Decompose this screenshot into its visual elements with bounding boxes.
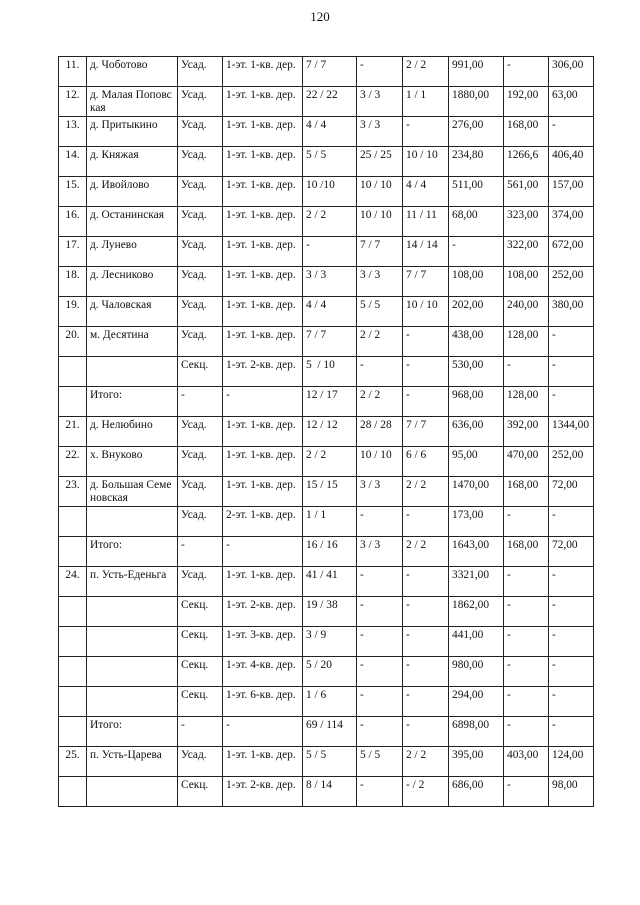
houses-apartments-cell: 7 / 7 [303, 57, 357, 87]
houses-apartments-cell: 12 / 17 [303, 387, 357, 417]
row-number-cell [59, 777, 87, 807]
building-description-cell: 1-эт. 1-кв. дер. [223, 177, 303, 207]
col-8-cell: 403,00 [504, 747, 549, 777]
col-5-cell: - [357, 627, 403, 657]
settlement-name-cell: п. Усть-Еденьга [87, 567, 178, 597]
col-6-cell: - [403, 657, 449, 687]
settlement-name-cell: д. Лесниково [87, 267, 178, 297]
row-number-cell: 14. [59, 147, 87, 177]
col-6-cell: 2 / 2 [403, 537, 449, 567]
housing-type-cell: Усад. [178, 57, 223, 87]
col-6-cell: 7 / 7 [403, 267, 449, 297]
housing-type-cell: Секц. [178, 687, 223, 717]
col-8-cell: 108,00 [504, 267, 549, 297]
housing-type-cell: Усад. [178, 567, 223, 597]
total-area-cell: 276,00 [449, 117, 504, 147]
settlement-name-cell: х. Внуково [87, 447, 178, 477]
housing-type-cell: Усад. [178, 477, 223, 507]
col-6-cell: - [403, 627, 449, 657]
total-area-cell: 511,00 [449, 177, 504, 207]
total-area-cell: 636,00 [449, 417, 504, 447]
table-row [59, 747, 594, 777]
settlement-name-cell: д. Ивойлово [87, 177, 178, 207]
row-number-cell [59, 507, 87, 537]
page-number: 120 [310, 9, 330, 24]
houses-apartments-cell: 3 / 9 [303, 627, 357, 657]
col-5-cell: - [357, 507, 403, 537]
col-5-cell: - [357, 597, 403, 627]
building-description-cell: 1-эт. 1-кв. дер. [223, 297, 303, 327]
settlement-name-cell [87, 687, 178, 717]
col-8-cell: 323,00 [504, 207, 549, 237]
col-9-cell: - [549, 717, 594, 747]
settlement-name-cell: д. Большая Семеновская [87, 477, 178, 507]
col-6-cell: 7 / 7 [403, 417, 449, 447]
col-8-cell: 1266,6 [504, 147, 549, 177]
table-row [59, 327, 594, 357]
houses-apartments-cell: 4 / 4 [303, 117, 357, 147]
houses-apartments-cell: 5 / 20 [303, 657, 357, 687]
col-5-cell: - [357, 687, 403, 717]
col-9-cell: 380,00 [549, 297, 594, 327]
housing-type-cell: Усад. [178, 147, 223, 177]
col-5-cell: 25 / 25 [357, 147, 403, 177]
col-5-cell: - [357, 357, 403, 387]
housing-type-cell: Усад. [178, 87, 223, 117]
row-number-cell: 11. [59, 57, 87, 87]
table-body [59, 57, 594, 807]
table-row [59, 57, 594, 87]
col-6-cell: - [403, 507, 449, 537]
settlement-name-cell: д. Малая Поповская [87, 87, 178, 117]
col-9-cell: - [549, 627, 594, 657]
total-area-cell: 441,00 [449, 627, 504, 657]
houses-apartments-cell: 19 / 38 [303, 597, 357, 627]
table-row [59, 627, 594, 657]
col-6-cell: 6 / 6 [403, 447, 449, 477]
col-8-cell: 128,00 [504, 387, 549, 417]
houses-apartments-cell: 5 / 5 [303, 747, 357, 777]
settlement-name-cell: д. Лунево [87, 237, 178, 267]
total-area-cell: - [449, 237, 504, 267]
row-number-cell [59, 657, 87, 687]
col-8-cell: - [504, 687, 549, 717]
houses-apartments-cell: 1 / 6 [303, 687, 357, 717]
building-description-cell: 1-эт. 1-кв. дер. [223, 417, 303, 447]
building-description-cell: 2-эт. 1-кв. дер. [223, 507, 303, 537]
table-row [59, 507, 594, 537]
col-5-cell: 5 / 5 [357, 297, 403, 327]
housing-type-cell: Усад. [178, 417, 223, 447]
housing-type-cell: Усад. [178, 747, 223, 777]
table-row [59, 687, 594, 717]
col-8-cell: - [504, 357, 549, 387]
col-5-cell: 28 / 28 [357, 417, 403, 447]
table-row [59, 117, 594, 147]
table-row [59, 237, 594, 267]
settlements-table [58, 56, 594, 807]
col-6-cell: - [403, 717, 449, 747]
col-8-cell: 470,00 [504, 447, 549, 477]
housing-type-cell: Усад. [178, 267, 223, 297]
table-row [59, 417, 594, 447]
col-8-cell: - [504, 627, 549, 657]
building-description-cell: 1-эт. 1-кв. дер. [223, 267, 303, 297]
building-description-cell: 1-эт. 1-кв. дер. [223, 117, 303, 147]
total-area-cell: 95,00 [449, 447, 504, 477]
col-9-cell: - [549, 567, 594, 597]
housing-type-cell: Усад. [178, 117, 223, 147]
housing-type-cell: Усад. [178, 447, 223, 477]
total-area-cell: 1643,00 [449, 537, 504, 567]
settlement-name-cell [87, 507, 178, 537]
col-5-cell: 3 / 3 [357, 267, 403, 297]
row-number-cell [59, 597, 87, 627]
col-9-cell: - [549, 597, 594, 627]
houses-apartments-cell: 69 / 114 [303, 717, 357, 747]
row-number-cell: 22. [59, 447, 87, 477]
houses-apartments-cell: 4 / 4 [303, 297, 357, 327]
col-5-cell: - [357, 567, 403, 597]
building-description-cell: 1-эт. 1-кв. дер. [223, 747, 303, 777]
col-6-cell: 1 / 1 [403, 87, 449, 117]
col-6-cell: 2 / 2 [403, 57, 449, 87]
table-row [59, 207, 594, 237]
row-number-cell: 18. [59, 267, 87, 297]
col-5-cell: - [357, 717, 403, 747]
houses-apartments-cell: 8 / 14 [303, 777, 357, 807]
col-9-cell: 1344,00 [549, 417, 594, 447]
houses-apartments-cell: 2 / 2 [303, 447, 357, 477]
col-9-cell: 98,00 [549, 777, 594, 807]
col-5-cell: 3 / 3 [357, 477, 403, 507]
table-row [59, 597, 594, 627]
table-row [59, 657, 594, 687]
settlement-name-cell [87, 657, 178, 687]
col-8-cell: 561,00 [504, 177, 549, 207]
col-9-cell: 374,00 [549, 207, 594, 237]
total-area-cell: 108,00 [449, 267, 504, 297]
col-6-cell: 10 / 10 [403, 297, 449, 327]
housing-type-cell: Секц. [178, 597, 223, 627]
table-row [59, 537, 594, 567]
building-description-cell: 1-эт. 1-кв. дер. [223, 477, 303, 507]
row-number-cell: 12. [59, 87, 87, 117]
col-9-cell: - [549, 327, 594, 357]
building-description-cell: 1-эт. 3-кв. дер. [223, 627, 303, 657]
row-number-cell [59, 627, 87, 657]
table-row [59, 147, 594, 177]
total-area-cell: 395,00 [449, 747, 504, 777]
row-number-cell: 24. [59, 567, 87, 597]
row-number-cell: 19. [59, 297, 87, 327]
row-number-cell [59, 357, 87, 387]
houses-apartments-cell: 5 / 10 [303, 357, 357, 387]
col-6-cell: - / 2 [403, 777, 449, 807]
housing-type-cell: Усад. [178, 297, 223, 327]
col-9-cell: 672,00 [549, 237, 594, 267]
building-description-cell: 1-эт. 1-кв. дер. [223, 447, 303, 477]
col-9-cell: 306,00 [549, 57, 594, 87]
settlement-name-cell: д. Нелюбино [87, 417, 178, 447]
settlement-name-cell: д. Княжая [87, 147, 178, 177]
col-9-cell: 157,00 [549, 177, 594, 207]
total-area-cell: 234,80 [449, 147, 504, 177]
row-number-cell [59, 537, 87, 567]
col-6-cell: - [403, 597, 449, 627]
row-number-cell: 23. [59, 477, 87, 507]
building-description-cell: 1-эт. 2-кв. дер. [223, 597, 303, 627]
houses-apartments-cell: - [303, 237, 357, 267]
col-8-cell: 128,00 [504, 327, 549, 357]
table-row [59, 387, 594, 417]
col-9-cell: - [549, 687, 594, 717]
building-description-cell: 1-эт. 2-кв. дер. [223, 777, 303, 807]
col-9-cell: 63,00 [549, 87, 594, 117]
table-row [59, 567, 594, 597]
col-8-cell: 168,00 [504, 537, 549, 567]
col-8-cell: 192,00 [504, 87, 549, 117]
table-row [59, 447, 594, 477]
total-area-cell: 1862,00 [449, 597, 504, 627]
housing-type-cell: Секц. [178, 627, 223, 657]
building-description-cell: 1-эт. 1-кв. дер. [223, 327, 303, 357]
col-5-cell: 2 / 2 [357, 327, 403, 357]
table-row [59, 357, 594, 387]
col-6-cell: 11 / 11 [403, 207, 449, 237]
col-8-cell: 168,00 [504, 117, 549, 147]
building-description-cell: - [223, 387, 303, 417]
houses-apartments-cell: 7 / 7 [303, 327, 357, 357]
settlement-name-cell: д. Чаловская [87, 297, 178, 327]
col-6-cell: - [403, 117, 449, 147]
col-8-cell: - [504, 57, 549, 87]
settlement-name-cell: Итого: [87, 387, 178, 417]
houses-apartments-cell: 22 / 22 [303, 87, 357, 117]
building-description-cell: - [223, 537, 303, 567]
total-area-cell: 686,00 [449, 777, 504, 807]
col-9-cell: - [549, 657, 594, 687]
building-description-cell: 1-эт. 6-кв. дер. [223, 687, 303, 717]
col-5-cell: 3 / 3 [357, 87, 403, 117]
col-5-cell: 10 / 10 [357, 177, 403, 207]
housing-type-cell: Секц. [178, 657, 223, 687]
col-8-cell: - [504, 597, 549, 627]
houses-apartments-cell: 5 / 5 [303, 147, 357, 177]
building-description-cell: 1-эт. 4-кв. дер. [223, 657, 303, 687]
settlement-name-cell: п. Усть-Царева [87, 747, 178, 777]
total-area-cell: 6898,00 [449, 717, 504, 747]
col-5-cell: 7 / 7 [357, 237, 403, 267]
table-row [59, 477, 594, 507]
row-number-cell [59, 387, 87, 417]
row-number-cell: 15. [59, 177, 87, 207]
houses-apartments-cell: 15 / 15 [303, 477, 357, 507]
col-9-cell: 406,40 [549, 147, 594, 177]
settlement-name-cell: д. Останинская [87, 207, 178, 237]
building-description-cell: 1-эт. 1-кв. дер. [223, 87, 303, 117]
housing-type-cell: Усад. [178, 177, 223, 207]
col-6-cell: - [403, 357, 449, 387]
table-row [59, 267, 594, 297]
col-5-cell: - [357, 777, 403, 807]
col-6-cell: 14 / 14 [403, 237, 449, 267]
col-5-cell: 2 / 2 [357, 387, 403, 417]
col-6-cell: - [403, 327, 449, 357]
row-number-cell [59, 687, 87, 717]
col-9-cell: - [549, 387, 594, 417]
col-6-cell: 4 / 4 [403, 177, 449, 207]
col-8-cell: - [504, 717, 549, 747]
col-5-cell: 3 / 3 [357, 537, 403, 567]
housing-type-cell: Усад. [178, 327, 223, 357]
total-area-cell: 294,00 [449, 687, 504, 717]
col-9-cell: 124,00 [549, 747, 594, 777]
col-5-cell: 10 / 10 [357, 207, 403, 237]
col-5-cell: 3 / 3 [357, 117, 403, 147]
col-9-cell: 252,00 [549, 267, 594, 297]
settlement-name-cell: д. Притыкино [87, 117, 178, 147]
col-9-cell: 72,00 [549, 537, 594, 567]
row-number-cell: 16. [59, 207, 87, 237]
houses-apartments-cell: 10 /10 [303, 177, 357, 207]
row-number-cell: 13. [59, 117, 87, 147]
total-area-cell: 173,00 [449, 507, 504, 537]
houses-apartments-cell: 16 / 16 [303, 537, 357, 567]
housing-type-cell: - [178, 537, 223, 567]
col-9-cell: - [549, 357, 594, 387]
houses-apartments-cell: 2 / 2 [303, 207, 357, 237]
total-area-cell: 1880,00 [449, 87, 504, 117]
settlement-name-cell: Итого: [87, 717, 178, 747]
col-5-cell: 10 / 10 [357, 447, 403, 477]
settlement-name-cell: м. Десятина [87, 327, 178, 357]
col-8-cell: 240,00 [504, 297, 549, 327]
total-area-cell: 968,00 [449, 387, 504, 417]
houses-apartments-cell: 1 / 1 [303, 507, 357, 537]
settlement-name-cell [87, 357, 178, 387]
housing-type-cell: Секц. [178, 777, 223, 807]
col-8-cell: 392,00 [504, 417, 549, 447]
row-number-cell: 21. [59, 417, 87, 447]
row-number-cell: 25. [59, 747, 87, 777]
settlement-name-cell: д. Чоботово [87, 57, 178, 87]
building-description-cell: 1-эт. 1-кв. дер. [223, 147, 303, 177]
houses-apartments-cell: 3 / 3 [303, 267, 357, 297]
row-number-cell: 20. [59, 327, 87, 357]
settlement-name-cell: Итого: [87, 537, 178, 567]
settlement-name-cell [87, 777, 178, 807]
total-area-cell: 980,00 [449, 657, 504, 687]
building-description-cell: 1-эт. 2-кв. дер. [223, 357, 303, 387]
building-description-cell: 1-эт. 1-кв. дер. [223, 237, 303, 267]
houses-apartments-cell: 41 / 41 [303, 567, 357, 597]
col-8-cell: 168,00 [504, 477, 549, 507]
total-area-cell: 202,00 [449, 297, 504, 327]
col-6-cell: 10 / 10 [403, 147, 449, 177]
col-8-cell: - [504, 567, 549, 597]
housing-type-cell: Усад. [178, 237, 223, 267]
housing-type-cell: Усад. [178, 507, 223, 537]
settlement-name-cell [87, 627, 178, 657]
col-9-cell: 252,00 [549, 447, 594, 477]
col-5-cell: - [357, 57, 403, 87]
total-area-cell: 530,00 [449, 357, 504, 387]
building-description-cell: 1-эт. 1-кв. дер. [223, 207, 303, 237]
table-row [59, 87, 594, 117]
building-description-cell: 1-эт. 1-кв. дер. [223, 567, 303, 597]
col-5-cell: 5 / 5 [357, 747, 403, 777]
total-area-cell: 1470,00 [449, 477, 504, 507]
total-area-cell: 3321,00 [449, 567, 504, 597]
housing-type-cell: - [178, 717, 223, 747]
col-8-cell: 322,00 [504, 237, 549, 267]
housing-type-cell: Секц. [178, 357, 223, 387]
col-6-cell: - [403, 567, 449, 597]
table-row [59, 717, 594, 747]
col-5-cell: - [357, 657, 403, 687]
col-6-cell: - [403, 387, 449, 417]
col-8-cell: - [504, 507, 549, 537]
col-8-cell: - [504, 657, 549, 687]
housing-type-cell: Усад. [178, 207, 223, 237]
col-6-cell: - [403, 687, 449, 717]
col-6-cell: 2 / 2 [403, 747, 449, 777]
total-area-cell: 68,00 [449, 207, 504, 237]
row-number-cell [59, 717, 87, 747]
col-9-cell: - [549, 507, 594, 537]
total-area-cell: 991,00 [449, 57, 504, 87]
table-row [59, 777, 594, 807]
row-number-cell: 17. [59, 237, 87, 267]
houses-apartments-cell: 12 / 12 [303, 417, 357, 447]
building-description-cell: 1-эт. 1-кв. дер. [223, 57, 303, 87]
total-area-cell: 438,00 [449, 327, 504, 357]
settlement-name-cell [87, 597, 178, 627]
building-description-cell: - [223, 717, 303, 747]
housing-type-cell: - [178, 387, 223, 417]
col-6-cell: 2 / 2 [403, 477, 449, 507]
col-8-cell: - [504, 777, 549, 807]
col-9-cell: 72,00 [549, 477, 594, 507]
table-row [59, 177, 594, 207]
col-9-cell: - [549, 117, 594, 147]
table-row [59, 297, 594, 327]
